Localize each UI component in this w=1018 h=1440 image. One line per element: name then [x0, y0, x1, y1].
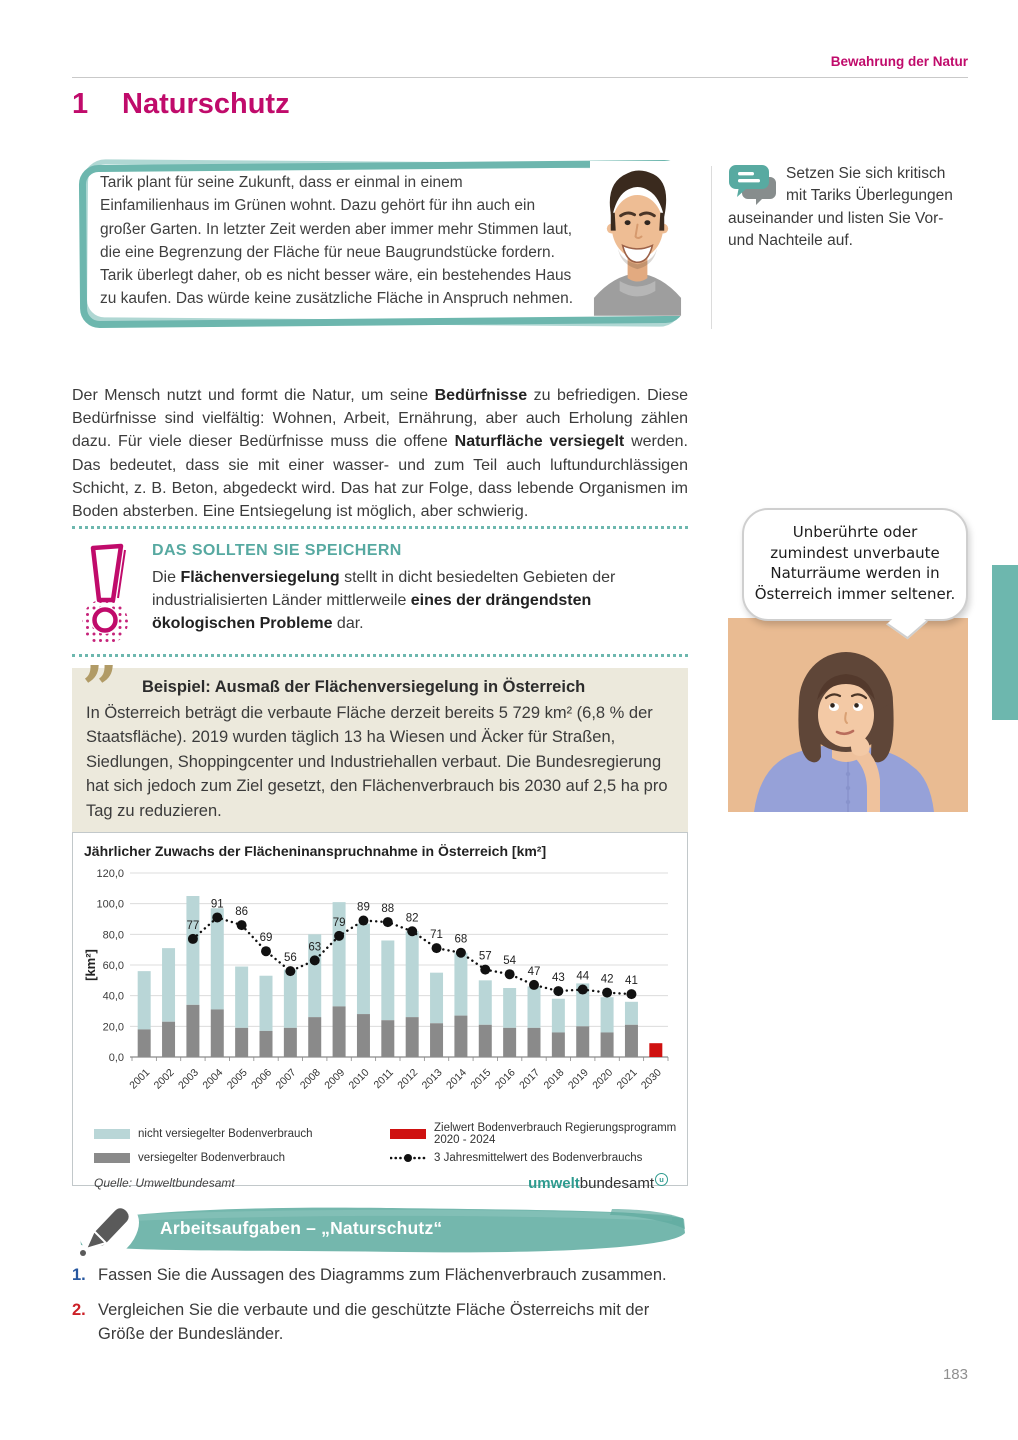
- svg-text:82: 82: [405, 912, 419, 925]
- svg-text:120,0: 120,0: [96, 868, 124, 880]
- svg-text:77: 77: [186, 919, 200, 932]
- header-rule: [72, 77, 968, 78]
- chapter-title-text: Naturschutz: [122, 88, 290, 120]
- svg-text:0,0: 0,0: [108, 1052, 124, 1064]
- svg-text:63: 63: [308, 941, 322, 954]
- intro-paragraph: [72, 384, 688, 523]
- svg-text:2008: 2008: [297, 1066, 323, 1092]
- tasks-banner-label: Arbeitsaufgaben – „Naturschutz“: [160, 1218, 443, 1238]
- merksatz-heading: DAS SOLLTEN SIE SPEICHERN: [152, 542, 402, 559]
- speech-bubbles-icon: [728, 163, 778, 205]
- merksatz-keyword: Flächenversiegelung: [180, 569, 340, 586]
- merksatz-span: Die: [152, 569, 181, 586]
- logo-bold: umwelt: [528, 1175, 580, 1192]
- svg-text:2003: 2003: [176, 1066, 202, 1092]
- svg-text:[km²]: [km²]: [83, 949, 98, 981]
- svg-text:47: 47: [527, 965, 541, 978]
- beispiel-box: [72, 652, 688, 835]
- scenario-box: [76, 158, 688, 330]
- intro-text: werden. Das bedeutet, dass sie mit einer wasser- und zum Teil auch luftundurchlässigen Schicht, z. B. Beton, abgedeckt wird. Das hat zur Folge, dass lebende Organismen im Boden absterben. Eine Entsiegelung ist möglich, aber schwierig.: [72, 433, 688, 520]
- svg-text:2015: 2015: [468, 1066, 494, 1092]
- logo-rest: bundesamt: [579, 1175, 654, 1192]
- chart-title: Jährlicher Zuwachs der Flächeninanspruchnahme in Österreich [km²]: [84, 843, 547, 859]
- svg-text:42: 42: [600, 973, 614, 986]
- intro-keyword-beduerfnisse: Bedürfnisse: [434, 387, 528, 404]
- dotted-separator-top: [72, 526, 688, 529]
- svg-text:2009: 2009: [322, 1066, 348, 1092]
- svg-text:2011: 2011: [371, 1066, 396, 1092]
- svg-text:2030: 2030: [638, 1066, 664, 1092]
- exclamation-icon: [78, 540, 136, 646]
- svg-text:2005: 2005: [224, 1066, 250, 1092]
- margin-divider: [711, 166, 712, 329]
- svg-text:57: 57: [478, 950, 492, 963]
- legend-swatch-dotted-line: [390, 1153, 426, 1163]
- scenario-text: Tarik plant für seine Zukunft, dass er einmal in einem Einfamilienhaus im Grünen wohnt. Dazu gehört für ihn auch ein großer Garten. In letzter Zeit werden aber immer mehr Stimmen laut, die eine Begrenzung der Fläche für neue Baugrundstücke fordern. Tarik überlegt daher, ob es nicht besser wäre, ein bestehendes Haus zu kaufen. Das würde keine zusätzliche Fläche in Anspruch nehmen.: [100, 174, 574, 308]
- svg-text:44: 44: [576, 970, 590, 983]
- task-text: Vergleichen Sie die verbaute und die geschützte Fläche Österreichs mit der Größe der Bundesländer.: [98, 1300, 650, 1343]
- chart-legend: [94, 1122, 678, 1164]
- task-item-2: [72, 1299, 688, 1347]
- legend-swatch-target: [390, 1129, 426, 1139]
- quote-icon: ”: [82, 652, 118, 725]
- task-item-1: [72, 1264, 688, 1288]
- page-number: 183: [942, 1366, 968, 1383]
- merksatz-span: dar.: [332, 615, 364, 633]
- svg-text:20,0: 20,0: [102, 1021, 124, 1034]
- legend-label: nicht versiegelter Bodenverbrauch: [138, 1128, 313, 1140]
- legend-item-average: [390, 1152, 678, 1164]
- umweltbundesamt-logo: [528, 1173, 668, 1192]
- svg-text:91: 91: [210, 898, 224, 911]
- svg-text:79: 79: [332, 916, 346, 929]
- running-header: Bewahrung der Natur: [830, 54, 968, 69]
- svg-text:2012: 2012: [395, 1066, 421, 1092]
- legend-swatch-unsealed: [94, 1129, 130, 1139]
- legend-label: versiegelter Bodenverbrauch: [138, 1152, 286, 1164]
- svg-text:2019: 2019: [565, 1066, 591, 1092]
- student-photo: [590, 161, 685, 316]
- svg-text:56: 56: [283, 952, 297, 965]
- merksatz-box: [72, 540, 688, 646]
- svg-text:2002: 2002: [151, 1066, 177, 1092]
- man-portrait-illustration: [590, 161, 685, 316]
- svg-text:43: 43: [551, 972, 565, 985]
- svg-text:54: 54: [503, 955, 517, 968]
- speech-bubble-text: Unberührte oder zumindest unverbaute Naturräume werden in Österreich immer seltener.: [754, 523, 956, 604]
- beispiel-text: In Österreich beträgt die verbaute Fläche derzeit bereits 5 729 km² (6,8 % der Staatsfläche). 2019 wurden täglich 13 ha Wiesen und Äcker für Straßen, Siedlungen, Shoppingcenter und Industriehallen verbaut. Die Bundesregierung hat sich jedoch zum Ziel gesetzt, den Flächenverbrauch bis 2030 auf 2,5 ha pro Tag zu reduzieren.: [86, 704, 668, 820]
- thinking-woman-photo: [728, 618, 968, 812]
- merksatz-keyword: eines der drängendsten ökologischen Probleme: [152, 592, 592, 633]
- margin-task-text: Setzen Sie sich kritisch mit Tariks Überlegungen auseinander und listen Sie Vor- und Nachteile auf.: [728, 165, 953, 250]
- pen-icon: [72, 1191, 144, 1269]
- beispiel-heading: Beispiel: Ausmaß der Flächenversiegelung in Österreich: [142, 678, 586, 696]
- thought-speech-bubble: [742, 508, 968, 621]
- task-text: Fassen Sie die Aussagen des Diagramms zum Flächenverbrauch zusammen.: [98, 1266, 667, 1284]
- chapter-title: [72, 88, 290, 121]
- svg-text:2010: 2010: [346, 1066, 372, 1092]
- svg-text:2016: 2016: [492, 1066, 518, 1092]
- svg-text:2007: 2007: [273, 1066, 299, 1092]
- svg-text:86: 86: [235, 906, 249, 919]
- intro-text: zu befriedigen. Diese Bedürfnisse sind vielfältig: Wohnen, Arbeit, Ernährung, aber auch Erholung zählen dazu. Für viele dieser Bedürfnisse muss die offene: [72, 387, 689, 451]
- woman-portrait-illustration: [728, 618, 968, 812]
- svg-text:2021: 2021: [614, 1066, 640, 1092]
- svg-text:69: 69: [259, 932, 273, 945]
- legend-label: 3 Jahresmittelwert des Bodenverbrauchs: [434, 1152, 643, 1164]
- svg-text:40,0: 40,0: [102, 990, 124, 1003]
- tasks-list: [72, 1264, 688, 1358]
- bar-chart: [82, 859, 678, 1117]
- svg-text:2014: 2014: [444, 1066, 470, 1092]
- svg-text:2017: 2017: [517, 1066, 543, 1092]
- svg-text:2006: 2006: [249, 1066, 275, 1092]
- tasks-banner: [72, 1203, 688, 1257]
- svg-text:2004: 2004: [200, 1066, 226, 1092]
- task-number: 1.: [72, 1266, 86, 1284]
- svg-text:88: 88: [381, 903, 395, 916]
- page-edge-tab: [992, 565, 1018, 720]
- margin-task-note: [728, 163, 970, 253]
- svg-text:89: 89: [357, 901, 370, 914]
- svg-text:80,0: 80,0: [102, 929, 124, 942]
- svg-text:2001: 2001: [127, 1066, 153, 1092]
- svg-text:2018: 2018: [541, 1066, 567, 1092]
- svg-text:41: 41: [625, 975, 638, 988]
- chart-source: Quelle: Umweltbundesamt: [94, 1175, 235, 1190]
- legend-item-unsealed: [94, 1122, 382, 1146]
- merksatz-text: [152, 566, 684, 636]
- svg-text:2020: 2020: [590, 1066, 616, 1092]
- legend-swatch-sealed: [94, 1153, 130, 1163]
- svg-text:68: 68: [454, 933, 468, 946]
- merksatz-span: stellt in dicht besiedelten Gebieten der industrialisierten Länder mittlerweile: [152, 569, 616, 610]
- dotted-separator-bottom: [72, 654, 688, 657]
- svg-text:100,0: 100,0: [96, 898, 124, 911]
- chapter-number: 1: [72, 88, 89, 120]
- legend-item-sealed: [94, 1152, 382, 1164]
- svg-text:60,0: 60,0: [102, 960, 124, 972]
- task-number: 2.: [72, 1300, 86, 1319]
- intro-text: Der Mensch nutzt und formt die Natur, um seine: [72, 387, 435, 404]
- svg-text:71: 71: [430, 929, 443, 942]
- legend-item-target: [390, 1122, 678, 1146]
- svg-text:2013: 2013: [419, 1066, 445, 1092]
- intro-keyword-naturflaeche: Naturfläche versiegelt: [454, 433, 625, 451]
- chart-figure: [72, 832, 688, 1192]
- logo-mark-icon: u: [655, 1173, 668, 1186]
- legend-label: Zielwert Bodenverbrauch Regierungsprogramm 2020 - 2024: [434, 1122, 677, 1146]
